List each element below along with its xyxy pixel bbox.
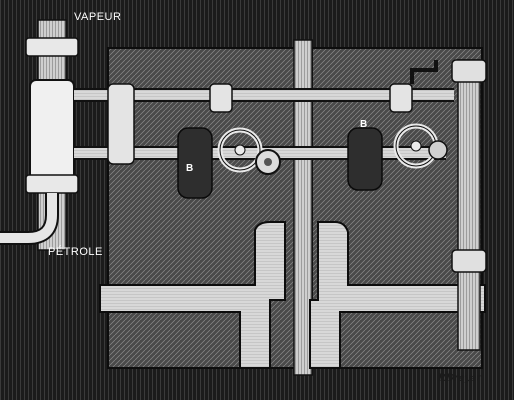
right-column (458, 60, 480, 350)
pipe-fitting-center (210, 84, 232, 112)
petroleum-label: PÉTROLE (48, 246, 103, 258)
steam-label: VAPEUR (74, 11, 122, 23)
engraver-signature: P.Dreyer (438, 373, 481, 384)
upper-coupling (26, 38, 78, 56)
lower-coupling (26, 175, 78, 193)
valve-label-left: B (186, 163, 194, 174)
right-column-cap (452, 60, 486, 82)
pipe-fitting-right (390, 84, 412, 112)
right-column-collar (452, 250, 486, 272)
pipe-fitting-left (108, 84, 134, 164)
valve-label-right: B (360, 119, 368, 130)
manifold-body (30, 80, 74, 180)
